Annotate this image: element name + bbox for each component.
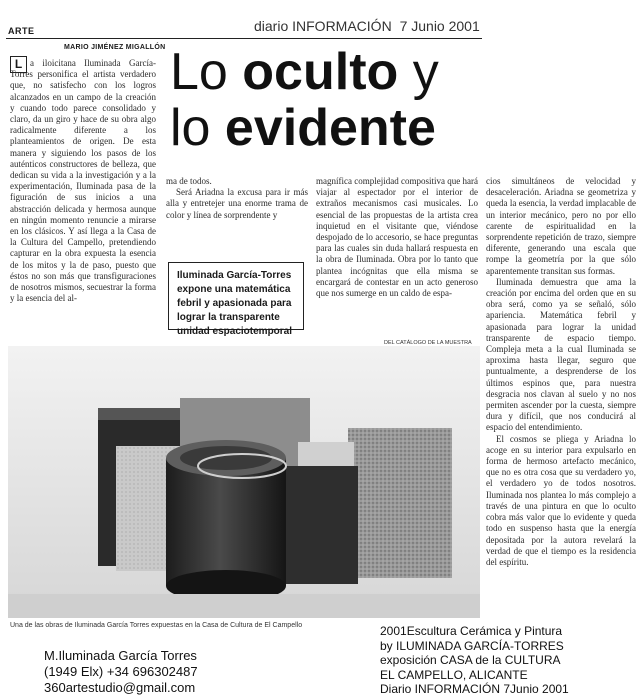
article-column-2 [166, 176, 308, 256]
newspaper-name [254, 18, 480, 34]
sculpture-illustration [8, 346, 480, 618]
column-2-text-2: Será Ariadna la excusa para ir más alla y entretejer una enorme trama de color y línea de sorprendente y [166, 187, 308, 220]
photo-caption: Una de las obras de Iluminada García Torres expuestas en la Casa de Cultura de El Campello [10, 622, 303, 629]
article-column-4 [486, 176, 636, 614]
artist-name: M.Iluminada García Torres [44, 648, 197, 663]
contact-info [44, 648, 198, 696]
byline: MARIO JIMÉNEZ MIGALLÓN [64, 44, 166, 51]
pull-quote-line: febril y apasionada para [177, 298, 292, 309]
column-4-text-1: cios simultáneos de velocidad y desaceleración. Ariadna se geometriza y queda la esencia, la verdad implacable de un interior mecánico, pero no por ello carente de espiritualidad en la sorprendente repetición de trazo, siempre diferente, generando una escala que rompe la geometría por la que sólo aparentemente transitan sus formas. [486, 176, 636, 276]
article-column-3 [316, 176, 478, 328]
column-2-text-1: ma de todos. [166, 176, 212, 186]
column-4-text-2: Iluminada demuestra que ama la creación por encima del orden que en su obra será, como ya se señaló, sólo apariencia. Matemática febril y apasionada para lograr la unidad transparente de espacio tiempo. Compleja meta a la cual Iluminada se aproxima hasta llegar, seguro que puntualmente, a desprenderse de los últimos espinos que, para nuestra desgracia nos clavan al suelo y no nos permiten ascender por la cuesta, siempre dura y difícil, que nos conducirá al espacio del entendimiento. [486, 276, 636, 433]
headline-line-2 [170, 100, 439, 156]
headline-part: evidente [224, 99, 436, 157]
exhibition-line-3: exposición CASA de la CULTURA [380, 653, 561, 667]
artist-phone: (1949 Elx) +34 696302487 [44, 664, 198, 679]
paper-date: 7 Junio 2001 [399, 18, 480, 34]
drop-cap: L [10, 56, 27, 73]
pull-quote-line: expone una matemática [177, 284, 291, 295]
photo-credit: DEL CATÁLOGO DE LA MUESTRA [384, 340, 472, 346]
headline-part: Lo [170, 43, 243, 101]
header-rule [6, 38, 482, 39]
headline-part: lo [170, 99, 225, 157]
headline-part: y [398, 43, 439, 101]
headline [170, 44, 439, 156]
column-3-text: magnífica complejidad compositiva que hará viajar al espectador por el interior de extraños mecanismos casi musicales. Lo esencial de las propuestas de la artista crea inquietud en el visitante que, viéndose despojado de lo accesorio, se hace preguntas para las cuales sin duda hallará respuesta en la obra de Iluminada. Obra por lo tanto que plantea incógnitas que ella misma se encargará de contestar en un acto generoso que nos sumerge en un caldo de espa- [316, 176, 478, 299]
pull-quote [168, 262, 304, 337]
paper-title: diario INFORMACIÓN [254, 18, 392, 34]
pull-quote-line: Iluminada García-Torres [177, 270, 292, 281]
exhibition-line-2: by ILUMINADA GARCÍA-TORRES [380, 638, 564, 653]
headline-part: oculto [242, 43, 399, 101]
section-label: ARTE [8, 26, 35, 36]
exhibition-line-5: Diario INFORMACIÓN 7Junio 2001 [380, 682, 569, 696]
column-4-text-3: El cosmos se pliega y Ariadna lo acoge en su interior para expulsarlo en forma de hermoso artefacto mecánico, que no es otra cosa que su verdadero yo, el verdadero yo de todos nosotros. Iluminada nos plantea lo más complejo a través de una pintura en que lo oculto cobra más valor que lo evidente y queda todo en suspenso hasta que la energía depositada por la autora revelará la verdad de que el tiempo es la residencia del espíritu. [486, 433, 636, 567]
exhibition-line-1: 2001Escultura Cerámica y Pintura [380, 624, 563, 638]
headline-line-1 [170, 44, 439, 100]
column-1-text: a iloicitana Iluminada García-Torres personifica el artista verdadero que, no satisfecho con los logros alcanzados en un campo de la creación y cuando todo parece consolidado y claro, da un giro y hace de su obra algo radicalmente diferente a los planteamientos de origen. De esta manera y siguiendo los pasos de los auténticos constructores de belleza, que dedican su vida a la investigación y a la experimentación, Iluminada pasa de la figuración de sus inicios a una abstracción delicada y hermosa aunque en ningún momento renuncie a mirarse en los clásicos. Y así llega a la Casa de la Cultura del Campello, pretendiendo capturar en la obra expuesta la esencia de los mitos y la de paso, puesto que éstos no son más que transfiguraciones de nosotros mismos, secuestrar la forma y la esencia del al- [10, 58, 156, 304]
pull-quote-line: unidad espaciotemporal [177, 326, 293, 337]
sculpture-photo [8, 346, 480, 618]
pull-quote-line: lograr la transparente [177, 312, 280, 323]
exhibition-info [380, 624, 569, 697]
artist-email: 360artestudio@gmail.com [44, 680, 196, 695]
exhibition-line-4: EL CAMPELLO, ALICANTE [380, 667, 528, 682]
